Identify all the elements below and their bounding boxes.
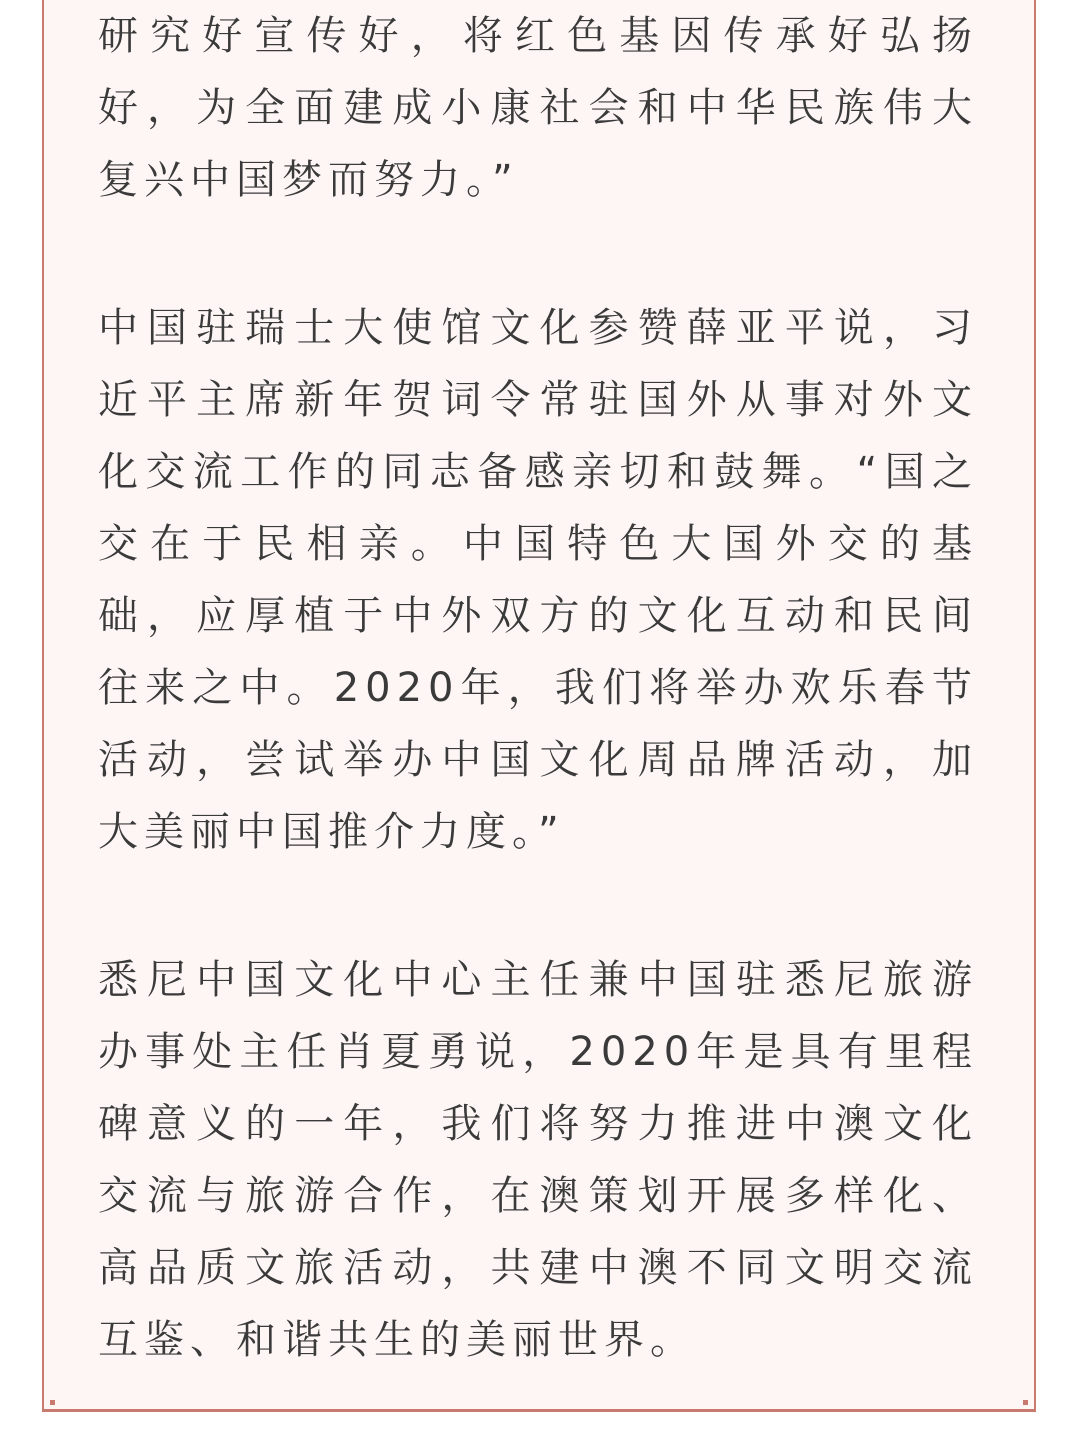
paragraph-2: [98, 292, 978, 868]
frame-corner-dot-left: [50, 1400, 55, 1405]
paragraph-3: [98, 944, 978, 1376]
paragraph-line: 碑意义的一年，我们将努力推进中澳文化: [98, 1101, 978, 1147]
paragraph-line: 往来之中。2020年，我们将举办欢乐春节: [98, 665, 978, 711]
paragraph-line: 悉尼中国文化中心主任兼中国驻悉尼旅游: [98, 957, 978, 1003]
paragraph-line: 活动，尝试举办中国文化周品牌活动，加: [98, 737, 978, 783]
paragraph-spacer: [98, 868, 978, 944]
paragraph-line: 互鉴、和谐共生的美丽世界。: [98, 1317, 696, 1363]
paragraph-line: 办事处主任肖夏勇说，2020年是具有里程: [98, 1029, 978, 1075]
paragraph-spacer: [98, 216, 978, 292]
paragraph-line: 高品质文旅活动，共建中澳不同文明交流: [98, 1245, 978, 1291]
paragraph-line: 交在于民相亲。中国特色大国外交的基: [98, 521, 978, 567]
paragraph-line: 大美丽中国推介力度。”: [98, 809, 565, 855]
paragraph-line: 础，应厚植于中外双方的文化互动和民间: [98, 593, 978, 639]
article-body: [98, 0, 978, 1376]
paragraph-line: 交流与旅游合作，在澳策划开展多样化、: [98, 1173, 978, 1219]
paragraph-line: 研究好宣传好，将红色基因传承好弘扬: [98, 13, 978, 59]
paragraph-line: 复兴中国梦而努力。”: [98, 157, 519, 203]
paragraph-line: 化交流工作的同志备感亲切和鼓舞。“国之: [98, 449, 978, 495]
paragraph-line: 好，为全面建成小康社会和中华民族伟大: [98, 85, 978, 131]
paragraph-1: [98, 0, 978, 216]
paragraph-line: 近平主席新年贺词令常驻国外从事对外文: [98, 377, 978, 423]
frame-corner-dot-right: [1023, 1400, 1028, 1405]
paragraph-line: 中国驻瑞士大使馆文化参赞薛亚平说，习: [98, 305, 978, 351]
